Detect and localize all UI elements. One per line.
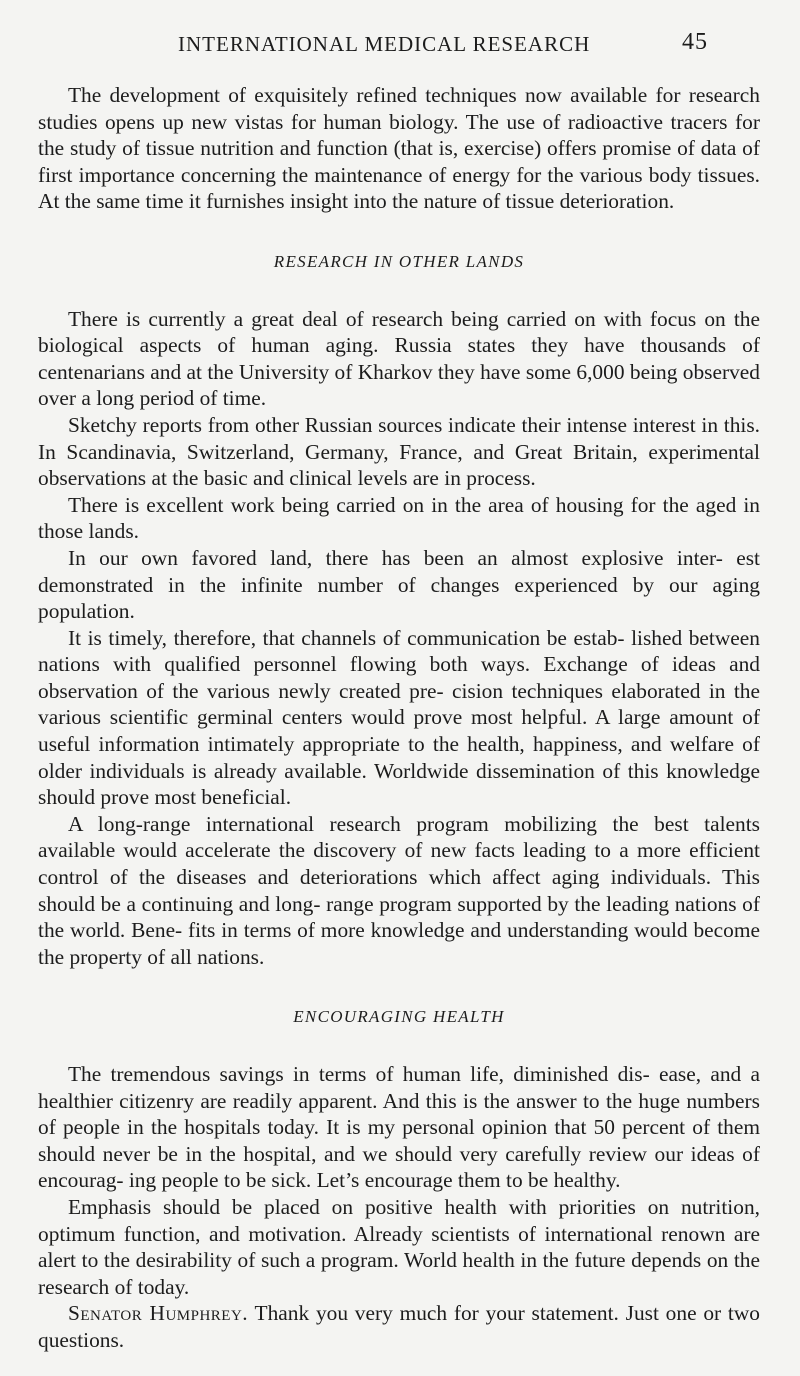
running-title: INTERNATIONAL MEDICAL RESEARCH	[178, 32, 591, 56]
paragraph-1: The development of exquisitely refined techniques now available for research studies opens up new vistas for human biology. The use of radioactive tracers for the study of tissue nutrition and function (that is, exercise) offers promise of data of first importance concerning the maintenance of energy for the various body tissues. At the same time it furnishes insight into the nature of tissue deterioration.	[38, 83, 760, 214]
paragraph-7: A long-range international research program mobilizing the best talents available would accelerate the discovery of new facts leading to a more efficient control of the diseases and deteriorations which affect aging individuals. This should be a continuing and long- range program supported by the leading nations of the world. Bene- fits in terms of more knowledge and understanding would become the property of all nations.	[38, 811, 760, 969]
section-heading-encouraging-health: ENCOURAGING HEALTH	[293, 1007, 505, 1027]
paragraph-4: There is excellent work being carried on in the area of housing for the aged in those lands.	[38, 492, 760, 544]
paragraph-9: Emphasis should be placed on positive health with priorities on nutrition, optimum function, and motivation. Already scientists of international renown are alert to the desirability of such a program. World health in the future depends on the research of today.	[38, 1194, 760, 1299]
paragraph-5: In our own favored land, there has been an almost explosive inter- est demonstrated in the infinite number of changes experienced by our aging population.	[38, 545, 760, 624]
paragraph-2: There is currently a great deal of research being carried on with focus on the biological aspects of human aging. Russia states they have thousands of centenarians and at the University of Kharkov they have some 6,000 being observed over a long period of time.	[38, 306, 760, 411]
paragraph-6: It is timely, therefore, that channels of communication be estab- lished between nations with qualified personnel flowing both ways. Exchange of ideas and observation of the various newly created pre- cision techniques elaborated in the various scientific germinal centers would prove most helpful. A large amount of useful information intimately appropriate to the health, happiness, and welfare of older individuals is already available. Worldwide dissemination of this knowledge should prove most beneficial.	[38, 625, 760, 810]
speaker-name: Senator Humphrey.	[67, 1301, 249, 1326]
page-number: 45	[682, 29, 708, 55]
body-text	[38, 82, 760, 1354]
paragraph-3: Sketchy reports from other Russian sources indicate their intense interest in this. In Scandinavia, Switzerland, Germany, France, and Great Britain, experimental observations at the basic and clinical levels are in process.	[38, 412, 760, 491]
section-heading-research-in-other-lands: RESEARCH IN OTHER LANDS	[273, 251, 525, 271]
paragraph-8: The tremendous savings in terms of human life, diminished dis- ease, and a healthier citizenry are readily apparent. And this is the answer to the huge numbers of people in the hospitals today. It is my personal opinion that 50 percent of them should never be in the hospital, and we should very carefully review our ideas of encourag- ing people to be sick. Let’s encourage them to be healthy.	[38, 1062, 760, 1193]
paragraph-10	[38, 1300, 760, 1353]
speaker-text: Thank you very much for your statement. Just one or two questions.	[38, 1301, 760, 1352]
